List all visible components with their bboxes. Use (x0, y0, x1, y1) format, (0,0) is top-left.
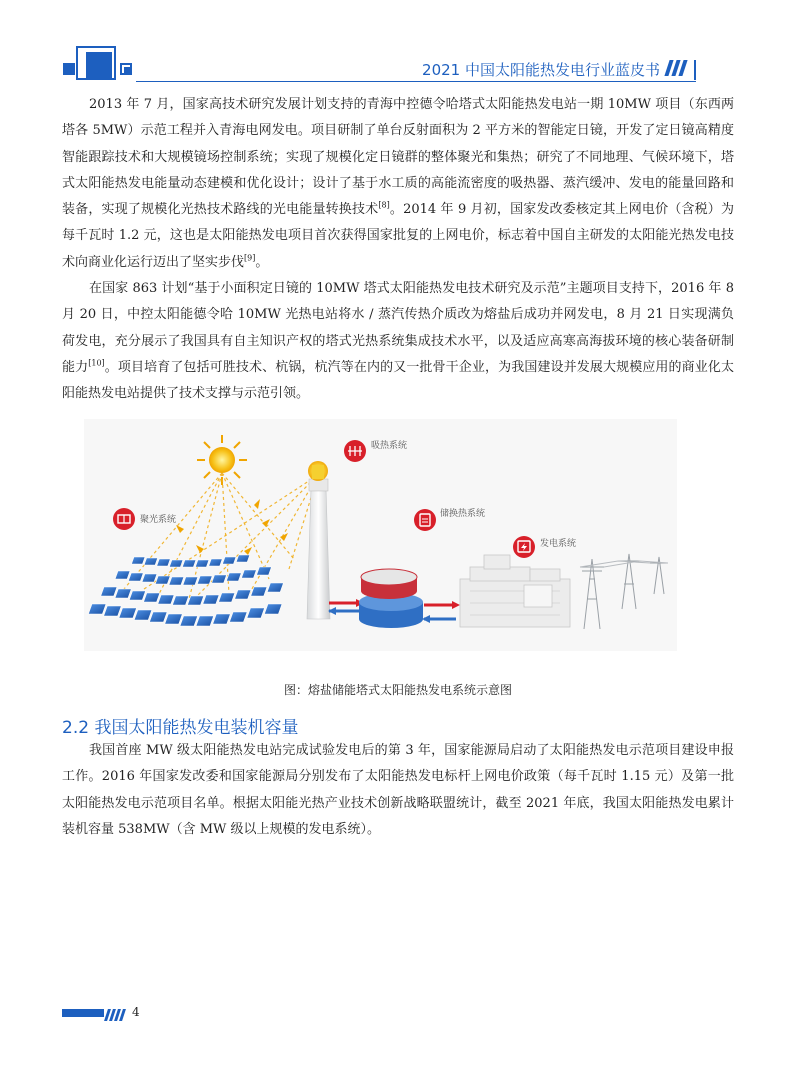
footer-bar (62, 1009, 104, 1017)
collector-icon (113, 508, 135, 530)
label-absorber: 吸热系统 (371, 440, 408, 450)
transmission-towers (580, 554, 668, 629)
paragraph-1: 2013 年 7 月，国家高技术研究发展计划支持的青海中控德令哈塔式太阳能热发电站一期 10MW 项目（东西两塔各 5MW）示范工程并入青海电网发电。项目研制了单台反射面积为 2 平方米的智能定日镜，开发了定日镜高精度智能跟踪技术和大规模镜场控制系统；实现了规模化定日镜群的整体聚光和集热；研究了不同地理、气候环境下，塔式太阳能热发电能量动态建模和优化设计；设计了基于水工质的高能流密度的吸热器、蒸汽缓冲、发电的能量回路和装备，实现了规模化光热技术路线的光电能量转换技术[8]。2014 年 9 月初，国家发改委核定其上网电价（含税）为每千瓦时 1.2 元，这也是太阳能热发电项目首次获得国家批复的上网电价，标志着中国自主研发的太阳能光热发电技术向商业化运行迈出了坚实步伐[9]。 (62, 97, 734, 270)
heliostat-field (84, 555, 283, 626)
figure-caption: 图：熔盐储能塔式太阳能热发电系统示意图 (283, 683, 512, 697)
header-decor-square (120, 63, 132, 75)
label-power: 发电系统 (540, 538, 577, 548)
citation: [10] (88, 358, 105, 368)
citation: [9] (244, 253, 256, 263)
paragraph-3: 我国首座 MW 级太阳能热发电站完成试验发电后的第 3 年，国家能源局启动了太阳能热发电示范项目建设申报工作。2016 年国家发改委和国家能源局分别发布了太阳能热发电标杆上网电价政策（每千瓦时 1.15 元）及第一批太阳能热发电示范项目名单。根据太阳能光热产业技术创新战略联盟统计，截至 2021 年底，我国太阳能热发电累计装机容量 538MW（含 MW 级以上规模的发电系统）。 (62, 743, 734, 837)
paragraph-2: 在国家 863 计划“基于小面积定日镜的 10MW 塔式太阳能热发电技术研究及示范”主题项目支持下，2016 年 8 月 20 日，中控太阳能德令哈 10MW 光热电站将水 / 蒸汽传热介质改为熔盐后成功并网发电，8 月 21 日实现满负荷发电，充分展示了我国具有自主知识产权的塔式光热系统集成技术水平，以及适应高寒高海拔环境的核心装备研制能力[10]。项目培育了包括可胜技术、杭锅，杭汽等在内的又一批骨干企业，为我国建设并发展大规模应用的商业化太阳能热发电站提供了技术支撑与示范引领。 (62, 281, 734, 402)
header-title: 2021 中国太阳能热发电行业蓝皮书 (422, 61, 660, 79)
page-number: 4 (132, 1005, 140, 1019)
power-icon (513, 536, 535, 558)
absorber-icon (344, 440, 366, 462)
header-decor-square (63, 63, 75, 75)
citation: [8] (378, 200, 390, 210)
header-end-bar (694, 60, 696, 80)
label-storage: 储换热系统 (440, 508, 486, 518)
system-diagram (84, 419, 677, 651)
footer-stripes (106, 1006, 126, 1025)
header-stripes (667, 60, 695, 78)
section-title: 2.2 我国太阳能热发电装机容量 (62, 718, 299, 738)
sun-icon (197, 435, 247, 485)
storage-tanks (359, 569, 423, 628)
header-decor-square (76, 46, 116, 80)
label-collector: 聚光系统 (140, 514, 177, 524)
system-diagram-illustration (84, 419, 677, 651)
power-block (460, 555, 570, 627)
receiver-tower (307, 461, 330, 619)
header-rule (136, 81, 696, 82)
storage-icon (414, 509, 436, 531)
